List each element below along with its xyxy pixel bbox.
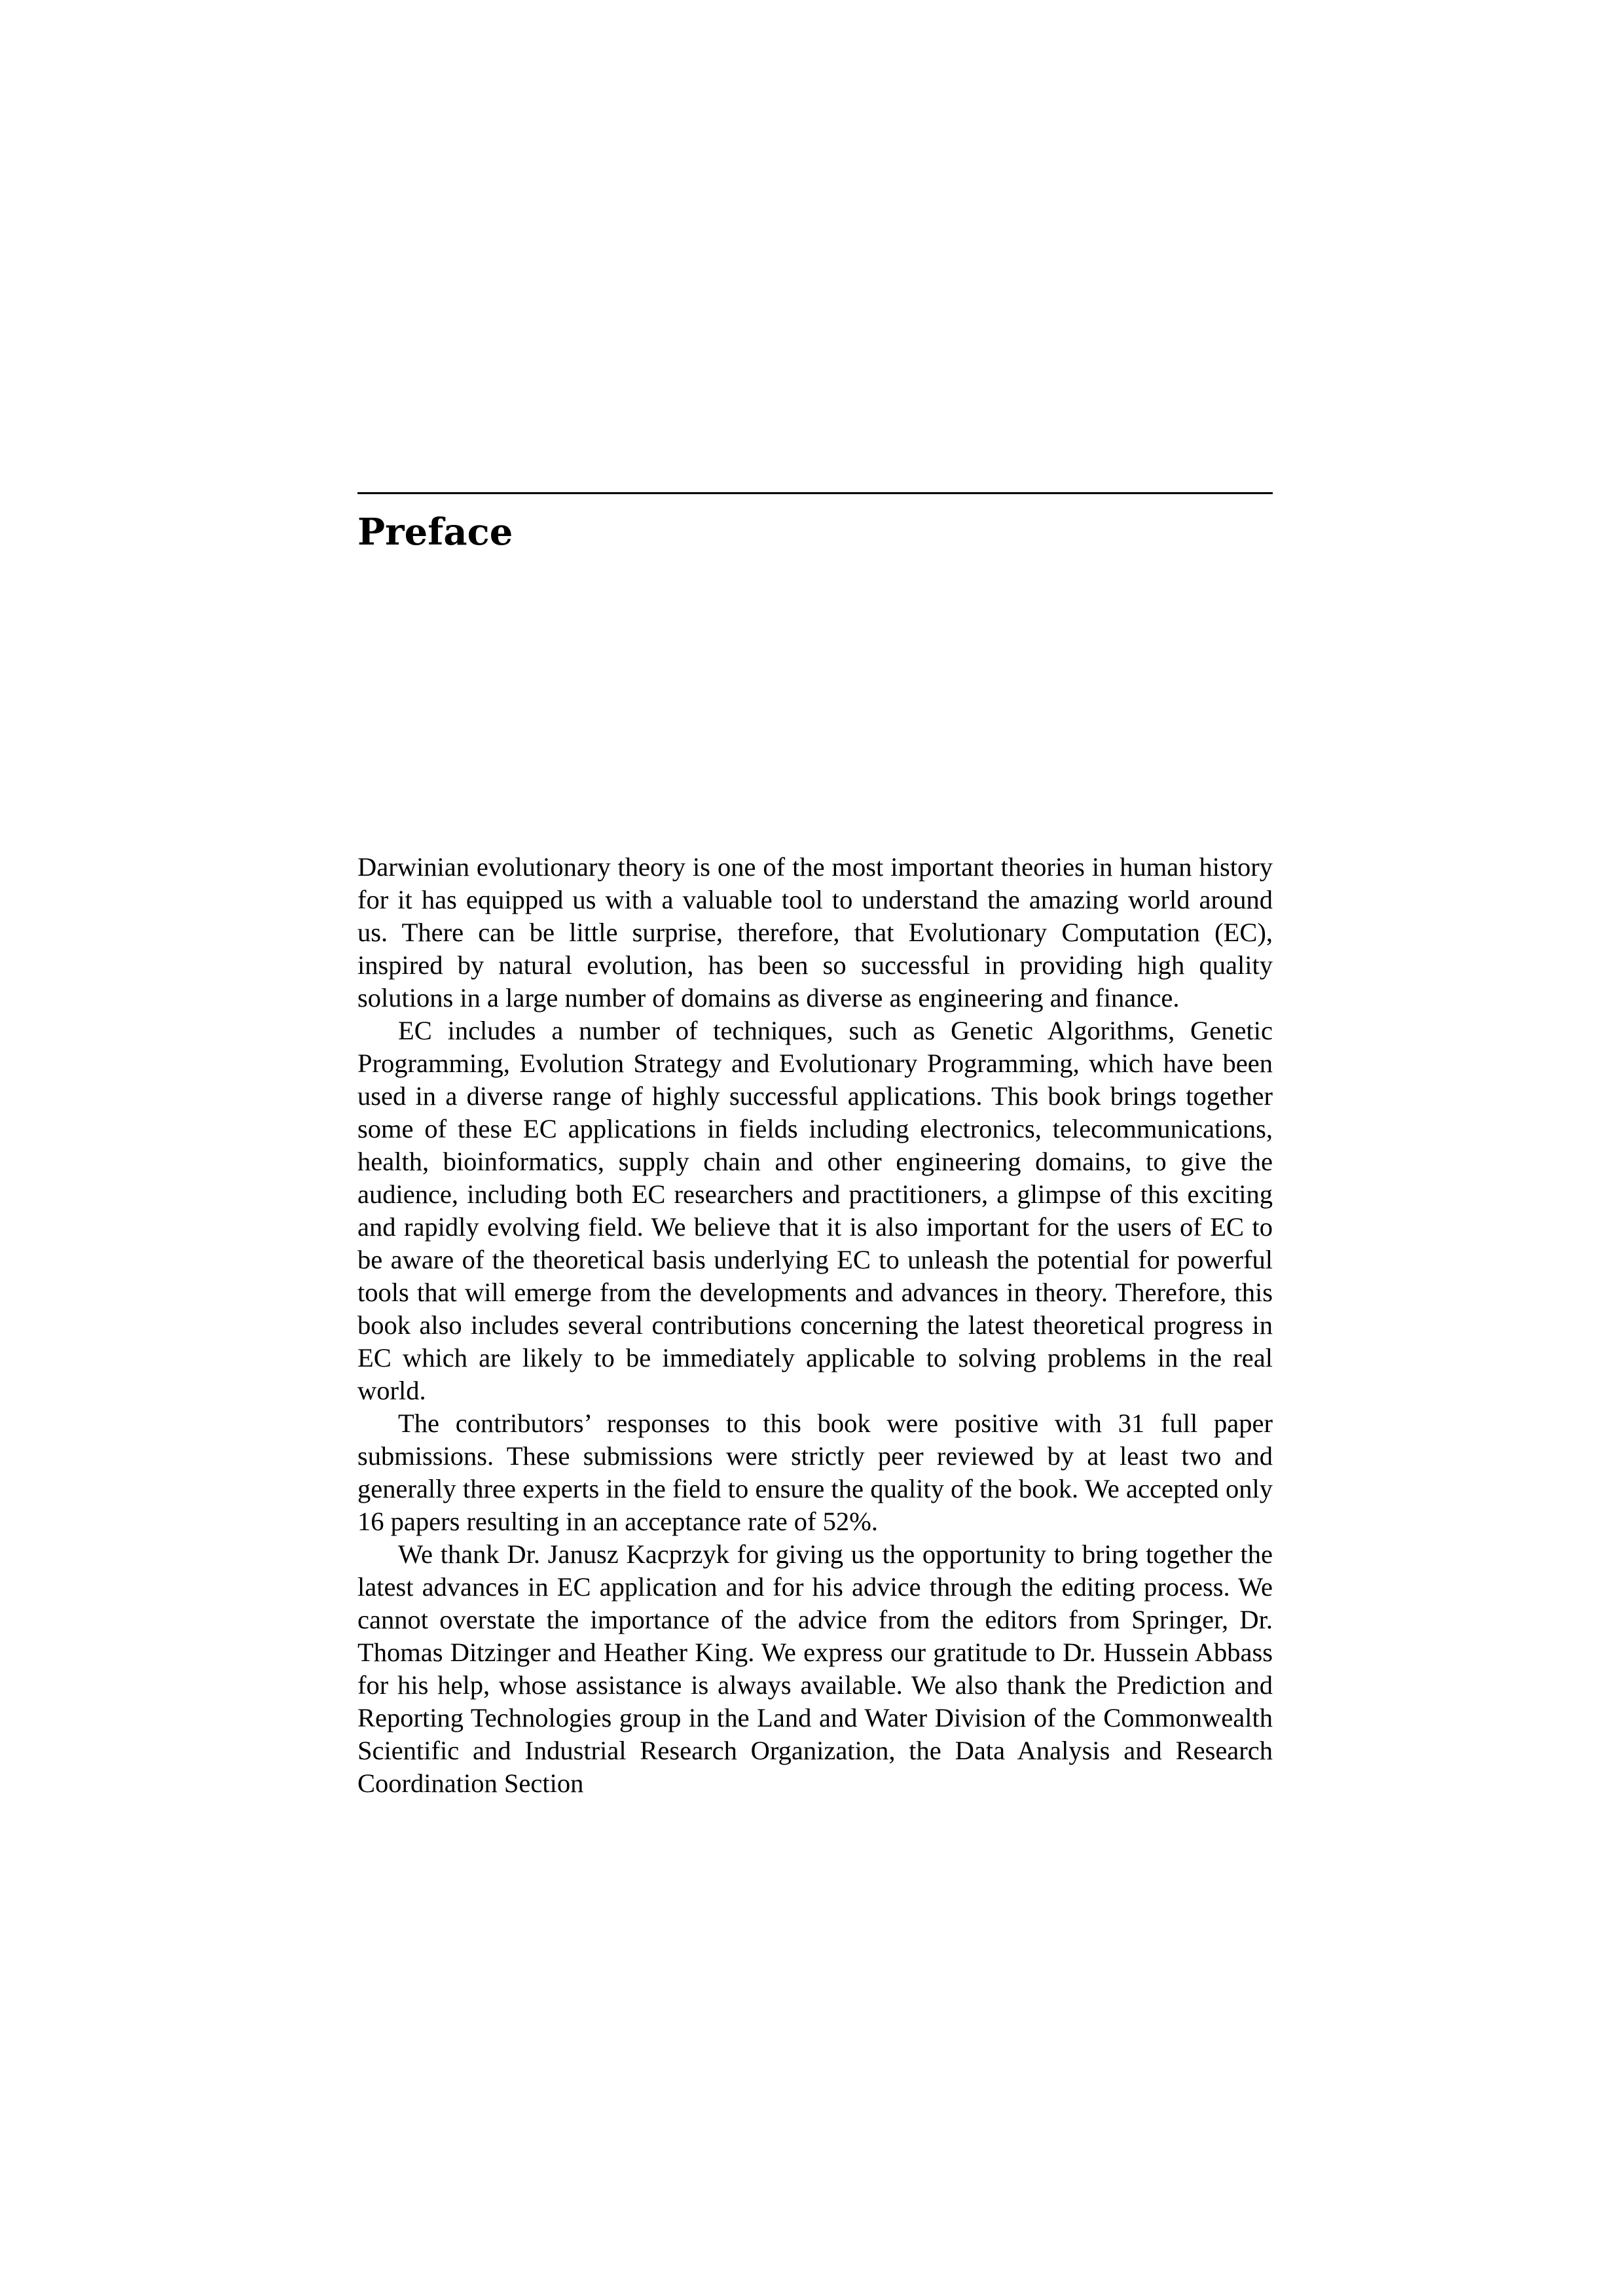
preface-body <box>357 851 1273 1800</box>
paragraph: EC includes a number of techniques, such as Genetic Algorithms, Genetic Programming, Evolution Strategy and Evolutionary Programming, which have been used in a diverse range of highly successful applications. This book brings together some of these EC applications in fields including electronics, telecommunications, health, bioinformatics, supply chain and other engineering domains, to give the audience, including both EC researchers and practitioners, a glimpse of this exciting and rapidly evolving field. We believe that it is also important for the users of EC to be aware of the theoretical basis underlying EC to unleash the potential for powerful tools that will emerge from the developments and advances in theory. Therefore, this book also includes several contributions concerning the latest theoretical progress in EC which are likely to be immediately applicable to solving problems in the real world. <box>357 1016 1273 1405</box>
title-rule <box>357 492 1273 494</box>
paragraph: We thank Dr. Janusz Kacprzyk for giving us the opportunity to bring together the latest advances in EC application and for his advice through the editing process. We cannot overstate the importance of the advice from the editors from Springer, Dr. Thomas Ditzinger and Heather King. We express our gratitude to Dr. Hussein Abbass for his help, whose assistance is always available. We also thank the Prediction and Reporting Technologies group in the Land and Water Division of the Commonwealth Scientific and Industrial Research Organization, the Data Analysis and Research Coordination Section <box>357 1539 1273 1798</box>
page-title: Preface <box>357 511 513 554</box>
paragraph: The contributors’ responses to this book were positive with 31 full paper submissions. These submissions were strictly peer reviewed by at least two and generally three experts in the field to ensure the quality of the book. We accepted only 16 papers resulting in an acceptance rate of 52%. <box>357 1408 1273 1536</box>
paragraph: Darwinian evolutionary theory is one of the most important theories in human history for it has equipped us with a valuable tool to understand the amazing world around us. There can be little surprise, therefore, that Evolutionary Computation (EC), inspired by natural evolution, has been so successful in providing high quality solutions in a large number of domains as diverse as engineering and finance. <box>357 852 1273 1013</box>
